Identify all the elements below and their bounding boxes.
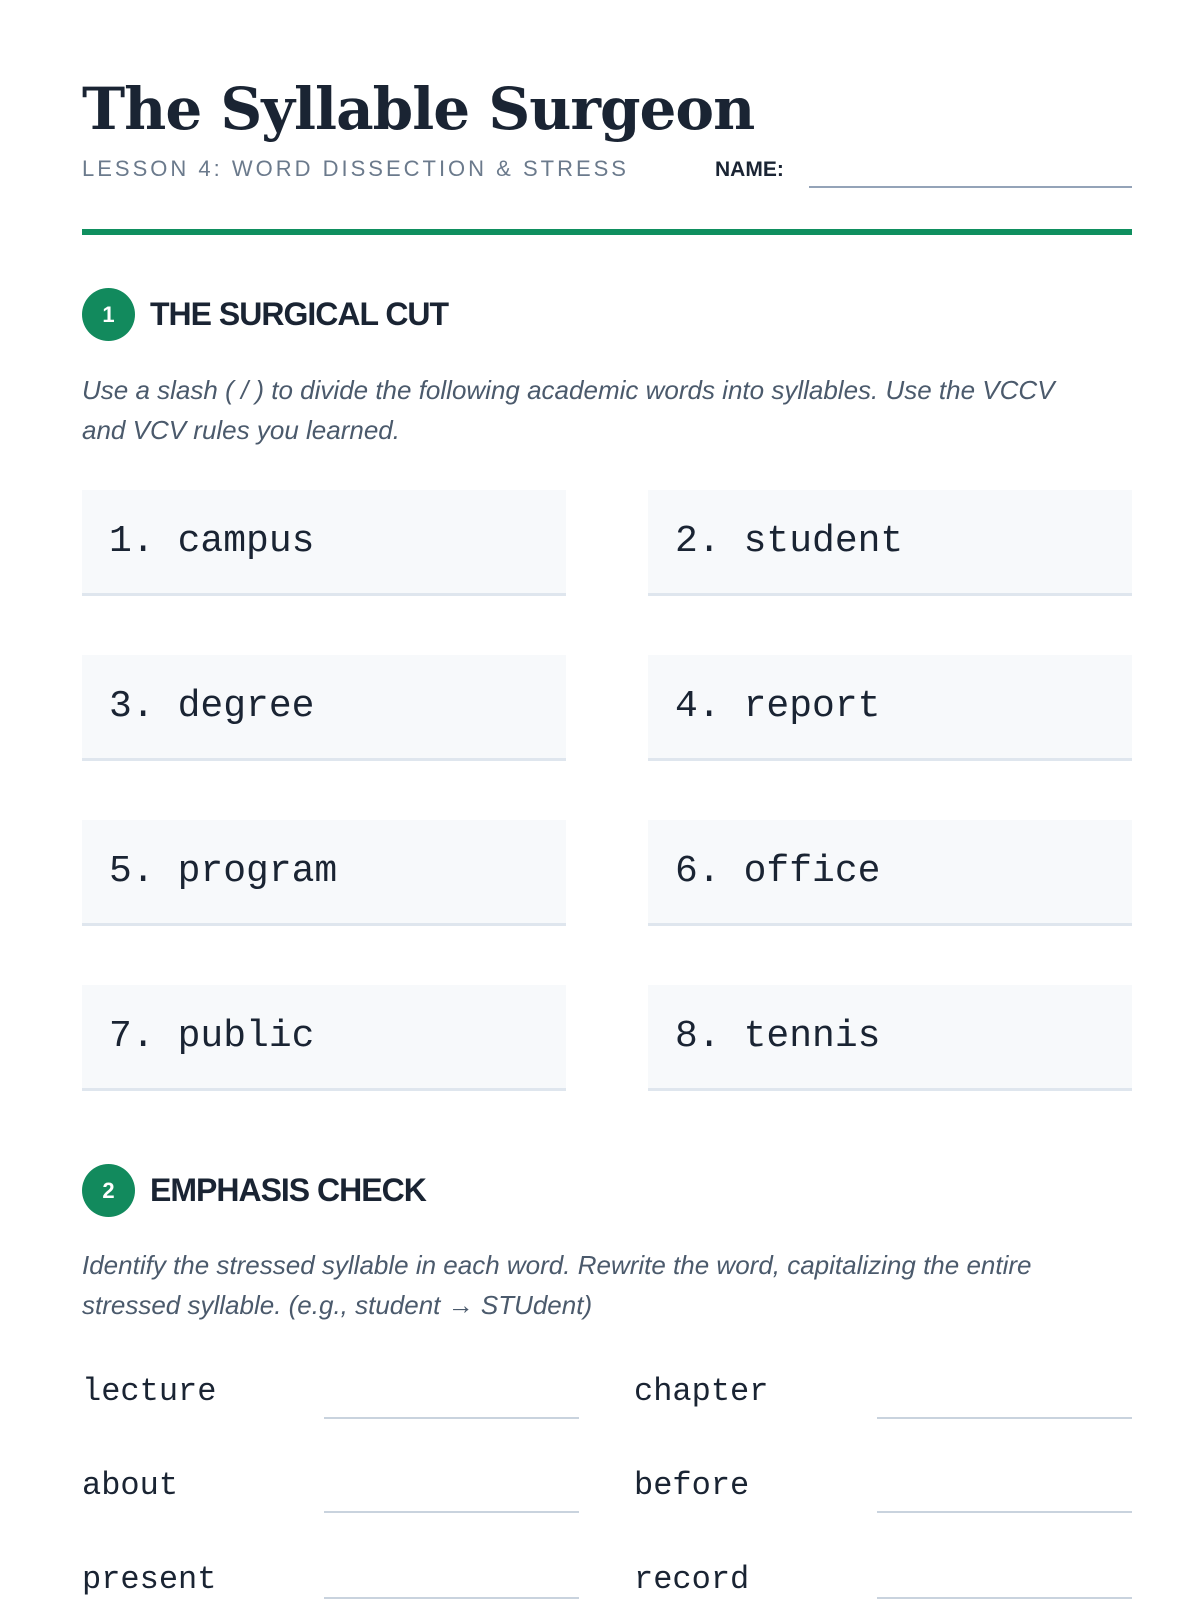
- name-field[interactable]: [809, 186, 1132, 188]
- stress-word: chapter: [634, 1373, 769, 1410]
- answer-line[interactable]: [324, 1417, 579, 1419]
- stress-word: about: [82, 1467, 179, 1504]
- page-title: The Syllable Surgeon: [82, 75, 755, 143]
- section-1-number-badge: 1: [82, 288, 135, 341]
- word-card[interactable]: [648, 490, 1132, 596]
- word-card[interactable]: [648, 985, 1132, 1091]
- item-word: report: [743, 685, 881, 728]
- section-2-instructions: Identify the stressed syllable in each word. Rewrite the word, capitalizing the entire stressed syllable. (e.g., student → STUdent): [82, 1250, 1032, 1320]
- item-number: 4.: [675, 685, 721, 728]
- stress-word: present: [82, 1561, 217, 1598]
- item-word: degree: [177, 685, 315, 728]
- answer-line[interactable]: [324, 1511, 579, 1513]
- name-label: NAME:: [715, 158, 784, 181]
- word-card[interactable]: [648, 820, 1132, 926]
- item-number: 5.: [109, 850, 155, 893]
- answer-line[interactable]: [877, 1417, 1132, 1419]
- stress-word: record: [634, 1561, 750, 1598]
- stress-word: lecture: [82, 1373, 217, 1410]
- item-number: 2.: [675, 520, 721, 563]
- answer-line[interactable]: [324, 1597, 579, 1599]
- item-word: campus: [177, 520, 315, 563]
- answer-line[interactable]: [877, 1511, 1132, 1513]
- item-number: 8.: [675, 1015, 721, 1058]
- item-word: student: [743, 520, 904, 563]
- section-2-heading: [82, 1164, 426, 1217]
- word-card[interactable]: [82, 490, 566, 596]
- section-1-heading: [82, 288, 448, 341]
- item-number: 3.: [109, 685, 155, 728]
- section-1-title: THE SURGICAL CUT: [150, 296, 449, 332]
- answer-line[interactable]: [877, 1597, 1132, 1599]
- word-card[interactable]: [82, 655, 566, 761]
- item-number: 6.: [675, 850, 721, 893]
- section-1-instructions: Use a slash ( / ) to divide the following academic words into syllables. Use the VCCV and VCV rules you learned.: [82, 375, 1055, 445]
- item-word: office: [743, 850, 881, 893]
- section-2-title: EMPHASIS CHECK: [150, 1172, 426, 1208]
- worksheet-page: [82, 0, 1132, 1600]
- header-divider: [82, 229, 1132, 235]
- item-word: public: [177, 1015, 315, 1058]
- word-card[interactable]: [82, 820, 566, 926]
- lesson-subtitle: LESSON 4: WORD DISSECTION & STRESS: [82, 156, 629, 181]
- item-word: tennis: [743, 1015, 881, 1058]
- word-card[interactable]: [648, 655, 1132, 761]
- item-word: program: [177, 850, 338, 893]
- item-number: 7.: [109, 1015, 155, 1058]
- word-card[interactable]: [82, 985, 566, 1091]
- section-2-number-badge: 2: [82, 1164, 135, 1217]
- item-number: 1.: [109, 520, 155, 563]
- stress-word: before: [634, 1467, 750, 1504]
